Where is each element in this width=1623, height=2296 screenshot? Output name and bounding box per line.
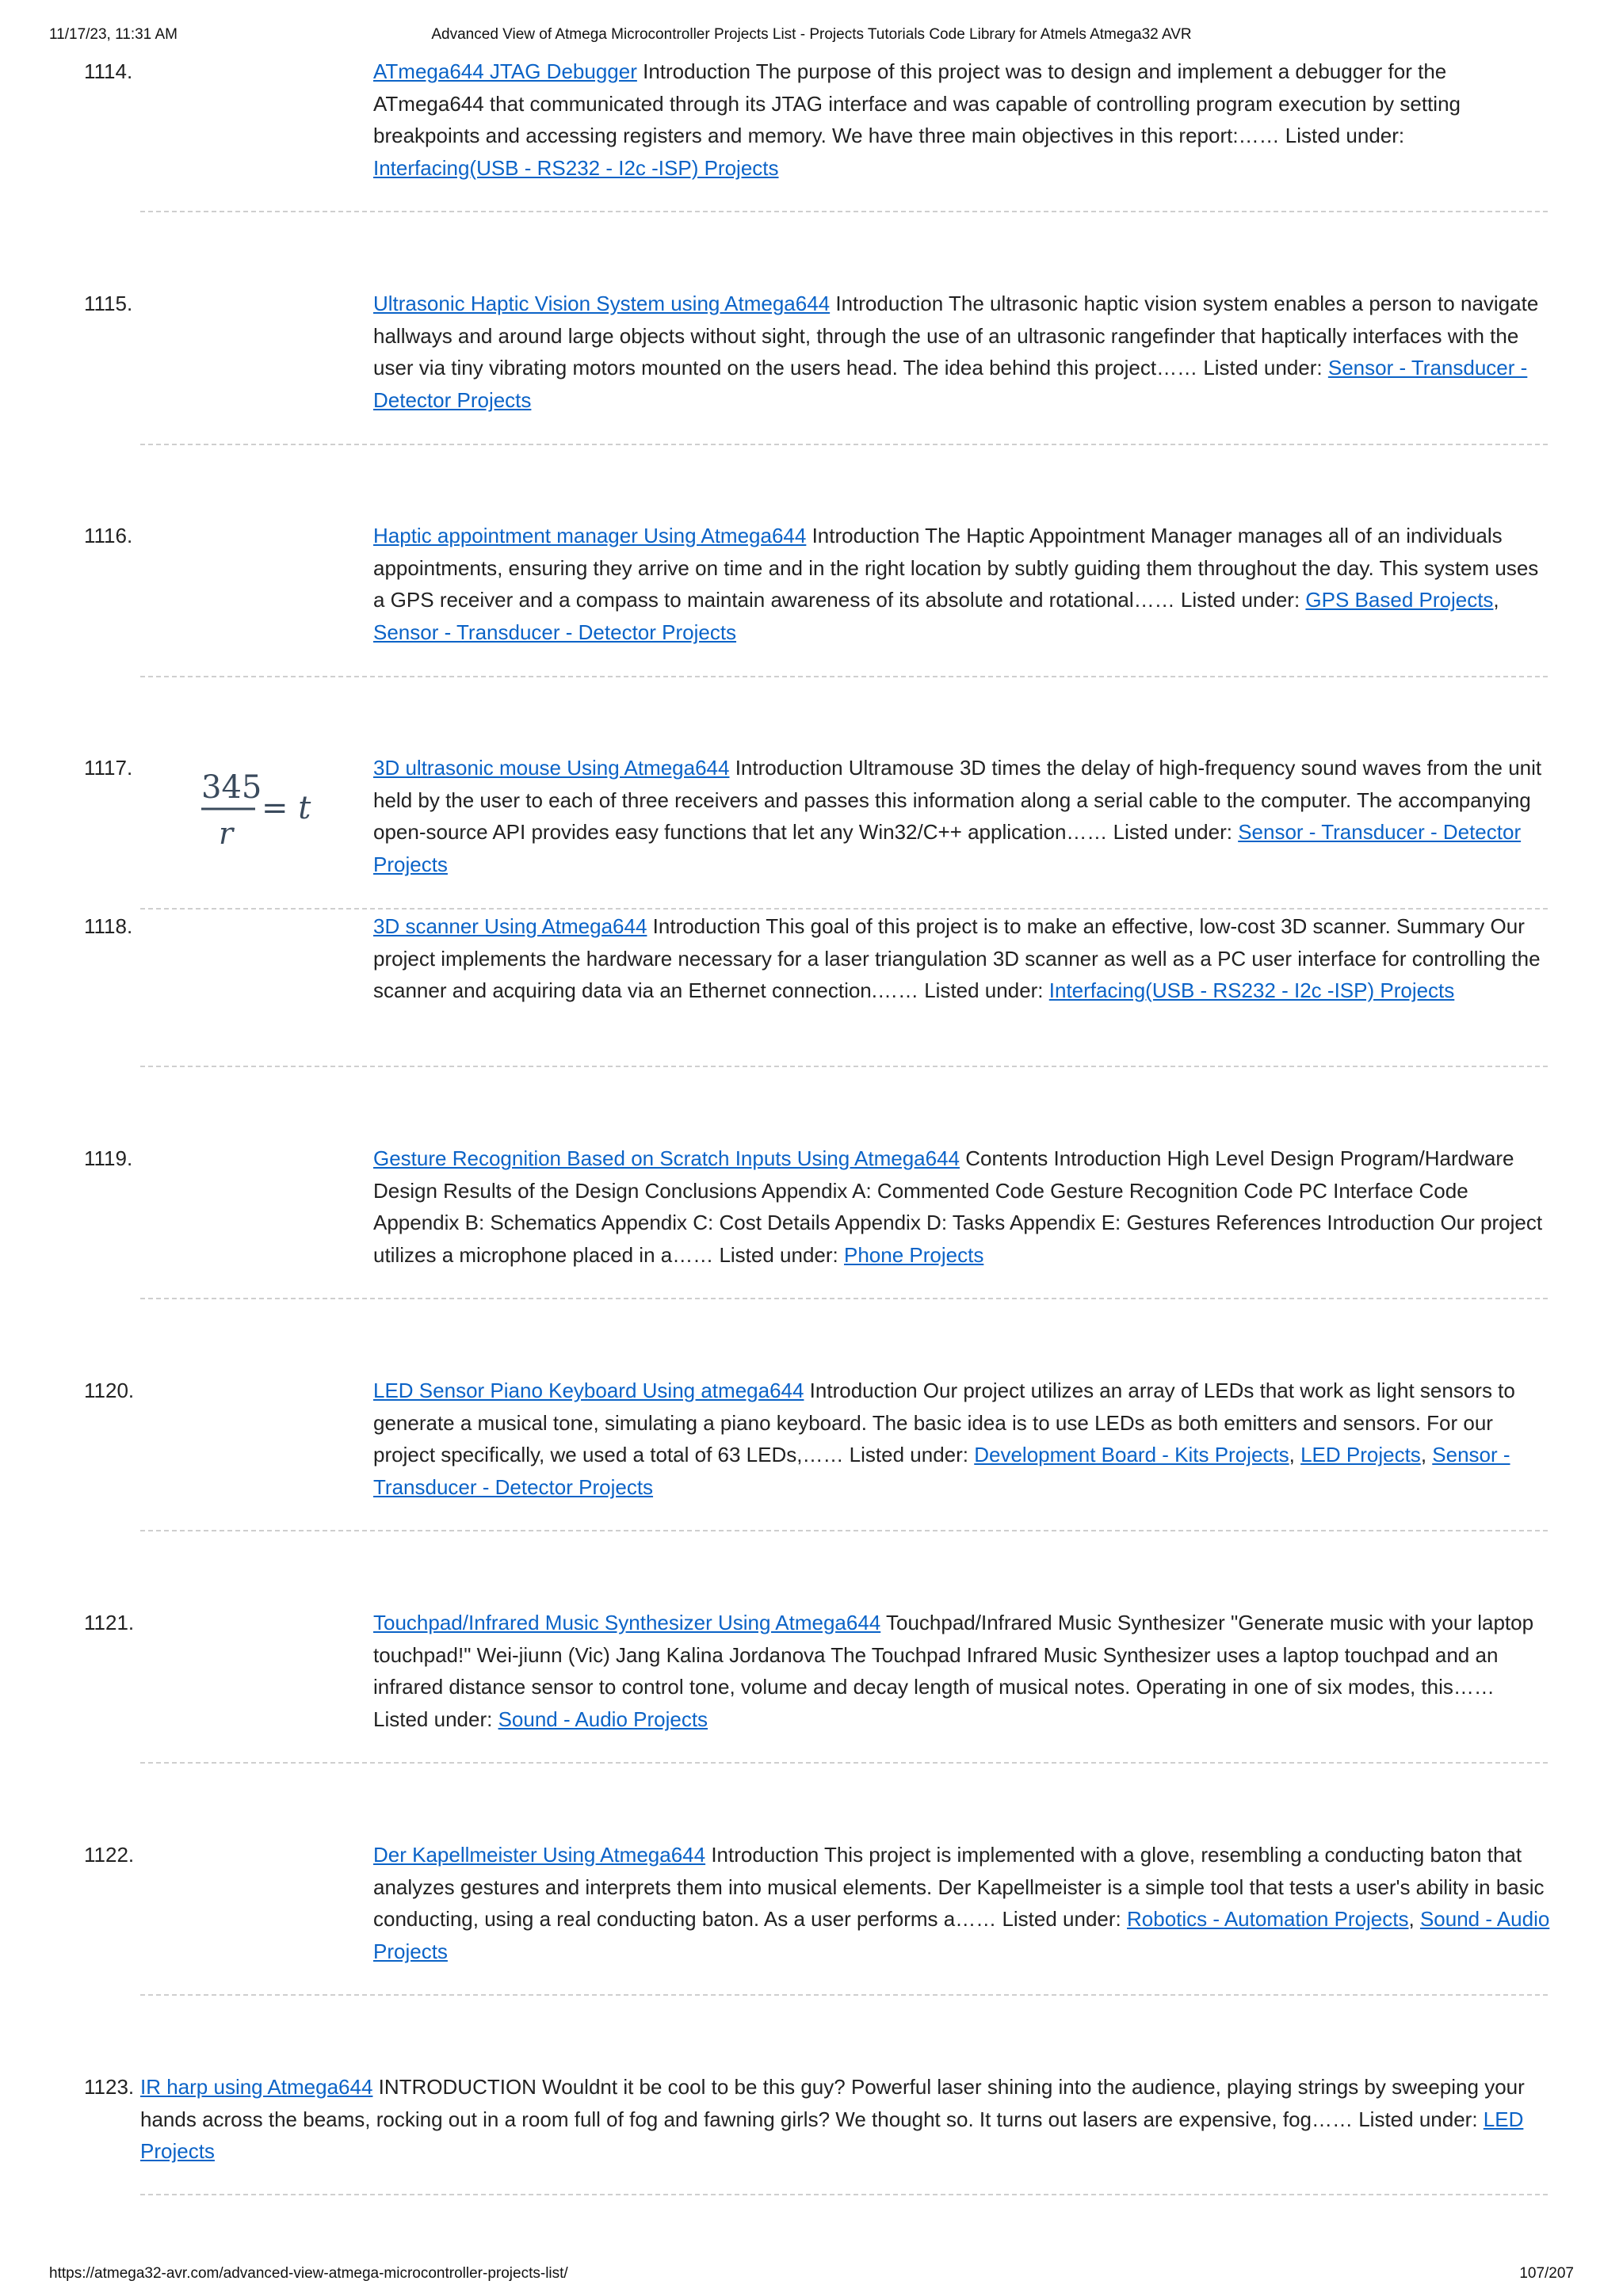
item-body: Haptic appointment manager Using Atmega644 Introduction The Haptic Appointment Manager manages all of an individuals appointments, ensuring they arrive on time and in the right location by subtly guiding them throughout the day. This system uses a GPS receiver and a compass to maintain awareness of its absolute and rotational…… Listed under: GPS Based Projects, Sensor - Transducer - Detector Projects [373,524,1539,644]
divider [140,1298,1548,1299]
item-body: Der Kapellmeister Using Atmega644 Introduction This project is implemented with a glove, resembling a conducting baton that analyzes gestures and interprets them into musical elements. Der Kapellmeister is a simple tool that tests a user's ability in basic conducting, using a real conducting baton. As a user performs a…… Listed under: Robotics - Automation Projects, Sound - Audio Projects [373,1843,1550,1963]
item-number: 1121. [84,1611,135,1634]
item-description: Touchpad/Infrared Music Synthesizer "Generate music with your laptop touchpad!" Wei-jiunn (Vic) Jang Kalina Jordanova The Touchpad Infrared Music Synthesizer uses a laptop touchpad and an infrared distance sensor to control tone, volume and decay length of musical notes. Operating in one of six modes, this…… Listed under: [373,1611,1534,1731]
project-link[interactable]: IR harp using Atmega644 [140,2075,373,2099]
divider [140,1762,1548,1764]
item-description: Introduction The ultrasonic haptic vision system enables a person to navigate hallways and around large objects without sight, through the use of an ultrasonic rangefinder that haptically interfaces with the user via tiny vibrating motors mounted on the users head. The idea behind this project…… Listed under: [373,292,1539,379]
item-number: 1123. [84,2075,135,2099]
formula-denominator: r [219,816,234,851]
item-description: Introduction Our project utilizes an array of LEDs that work as light sensors to generate a musical tone, simulating a piano keyboard. The basic idea is to use LEDs as both emitters and sensors. For our project specifically, we used a total of 63 LEDs,…… Listed under: [373,1379,1515,1466]
page-counter: 107/207 [1519,2265,1574,2282]
project-link[interactable]: Touchpad/Infrared Music Synthesizer Using Atmega644 [373,1611,881,1634]
item-description: Introduction The purpose of this project was to design and implement a debugger for the ATmega644 that communicated through its JTAG interface and was capable of controlling program execution by setting breakpoints and accessing registers and memory. We have three main objectives in this report:…… Listed under: [373,59,1461,147]
item-number: 1116. [84,524,133,547]
category-link[interactable]: Development Board - Kits Projects [974,1443,1289,1466]
divider [140,444,1548,445]
item-description: Contents Introduction High Level Design Program/Hardware Design Results of the Design Conclusions Appendix A: Commented Code Gesture Recognition Code PC Interface Code Appendix B: Schematics Appendix C: Cost Details Appendix D: Tasks Appendix E: Gestures References Introduction Our project utilizes a microphone placed in a…… Listed under: [373,1146,1543,1267]
divider [140,908,1548,910]
category-link[interactable]: Sensor - Transducer - Detector Projects [373,820,1522,876]
item-number: 1114. [84,59,133,83]
project-link[interactable]: 3D scanner Using Atmega644 [373,914,647,938]
item-description: INTRODUCTION Wouldnt it be cool to be this guy? Powerful laser shining into the audience, playing strings by sweeping your hands across the beams, rocking out in a room full of fog and fawning girls? We thought so. It turns out lasers are expensive, fog…… Listed under: [140,2075,1525,2131]
project-link[interactable]: ATmega644 JTAG Debugger [373,59,637,83]
item-body [373,1142,1554,1271]
item-description: Introduction Ultramouse 3D times the delay of high-frequency sound waves from the unit held by the user to each of three receivers and passes this information along a serial cable to the computer. The accompanying open-source API provides easy functions that let any Win32/C++ application…… Listed under: [373,756,1542,844]
item-body [373,752,1554,880]
divider [140,2194,1548,2195]
category-link[interactable]: Interfacing(USB - RS232 - I2c -ISP) Projects [373,155,779,180]
print-datetime: 11/17/23, 11:31 AM [49,26,178,43]
category-link[interactable]: Sensor - Transducer - Detector Projects [373,356,1528,412]
item-body: LED Sensor Piano Keyboard Using atmega644 Introduction Our project utilizes an array of LEDs that work as light sensors to generate a musical tone, simulating a piano keyboard. The basic idea is to use LEDs as both emitters and sensors. For our project specifically, we used a total of 63 LEDs,…… Listed under: Development Board - Kits Projects, LED Projects, Sensor - Transducer - Detector Projects [373,1379,1515,1499]
category-link[interactable]: LED Projects [140,2107,1524,2163]
divider [140,1066,1548,1067]
item-body [140,2071,1554,2168]
divider [140,1530,1548,1531]
category-link[interactable]: LED Projects [1300,1443,1421,1466]
category-link[interactable]: Sensor - Transducer - Detector Projects [373,1443,1510,1499]
item-body [373,55,1554,184]
category-link[interactable]: Sound - Audio Projects [498,1707,708,1731]
item-number: 1115. [84,292,133,315]
item-description: Introduction The Haptic Appointment Manager manages all of an individuals appointments, ensuring they arrive on time and in the right location by subtly guiding them throughout the day. This system uses a GPS receiver and a compass to maintain awareness of its absolute and rotational…… Listed under: [373,524,1539,612]
formula-rhs: = t [262,790,311,826]
item-number: 1117. [84,756,133,780]
divider [140,676,1548,677]
item-number: 1122. [84,1843,135,1867]
category-link[interactable]: Interfacing(USB - RS232 - I2c -ISP) Projects [1048,978,1455,1002]
project-link[interactable]: Der Kapellmeister Using Atmega644 [373,1843,706,1867]
formula-thumbnail [198,766,325,853]
item-number: 1118. [84,914,133,938]
category-link[interactable]: GPS Based Projects [1305,588,1494,612]
divider [140,211,1548,212]
item-description: Introduction This goal of this project is to make an effective, low-cost 3D scanner. Summary Our project implements the hardware necessary for a laser triangulation 3D scanner as well as a PC user interface for controlling the scanner and acquiring data via an Ethernet connection.…… Listed under: [373,914,1541,1002]
project-link[interactable]: 3D ultrasonic mouse Using Atmega644 [373,756,730,780]
category-link[interactable]: Phone Projects [844,1242,984,1267]
item-number: 1119. [84,1146,133,1170]
project-link[interactable]: Haptic appointment manager Using Atmega644 [373,524,807,547]
print-page-title: Advanced View of Atmega Microcontroller Projects List - Projects Tutorials Code Library for Atmels Atmega32 AVR [431,26,1192,43]
project-link[interactable]: Ultrasonic Haptic Vision System using Atmega644 [373,292,831,315]
project-link[interactable]: Gesture Recognition Based on Scratch Inputs Using Atmega644 [373,1146,960,1170]
category-link[interactable]: Sensor - Transducer - Detector Projects [373,620,737,644]
formula-numerator: 345 [201,769,262,806]
category-link[interactable]: Robotics - Automation Projects [1127,1907,1409,1931]
category-link[interactable]: Sound - Audio Projects [373,1907,1550,1963]
divider [140,1994,1548,1996]
item-description: Introduction This project is implemented with a glove, resembling a conducting baton that analyzes gestures and interprets them into musical elements. Der Kapellmeister is a simple tool that tests a user's ability in basic conducting, using a real conducting baton. As a user performs a…… Listed under: [373,1843,1545,1931]
project-link[interactable]: LED Sensor Piano Keyboard Using atmega644 [373,1379,804,1402]
item-body [373,1607,1554,1735]
item-body [373,910,1554,1007]
item-number: 1120. [84,1379,135,1402]
item-body [373,288,1554,416]
print-url: https://atmega32-avr.com/advanced-view-atmega-microcontroller-projects-list/ [49,2265,568,2282]
